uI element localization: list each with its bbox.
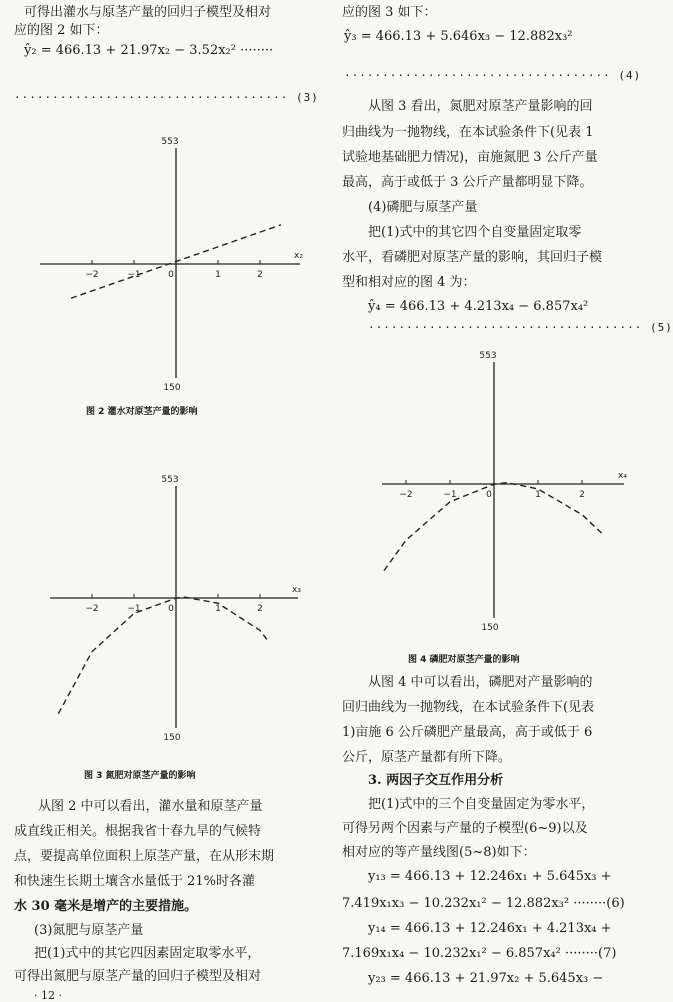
x-tick-label: 2 <box>579 490 585 500</box>
x-tick-label: 0 <box>486 490 492 500</box>
text-line: 把(1)式中的其它四因素固定取零水平， <box>34 946 261 961</box>
regression-curve <box>58 597 268 713</box>
x-tick-label: −2 <box>85 270 99 280</box>
section-heading: (4)磷肥与原茎产量 <box>368 200 478 215</box>
y-top-label: 553 <box>161 137 179 147</box>
x-tick-label: 1 <box>215 604 221 614</box>
x-axis-label: x₂ <box>294 251 303 261</box>
x-tick-label: 1 <box>535 490 541 500</box>
y-bottom-label: 150 <box>163 383 181 393</box>
figure-4-chart <box>342 350 632 640</box>
text-line: 从图 2 中可以看出，灌水量和原茎产量 <box>38 799 263 814</box>
text-line: 从图 3 看出，氮肥对原茎产量影响的回 <box>368 99 593 114</box>
y-top-label: 553 <box>479 351 497 361</box>
y-bottom-label: 150 <box>163 733 181 743</box>
text-line: 应的图 2 如下： <box>14 23 109 38</box>
text-line: 试验地基础肥力情况)，亩施氮肥 3 公斤产量 <box>342 150 598 165</box>
x-tick-label: 0 <box>168 270 174 280</box>
text-line: 型和相对应的图 4 为： <box>342 275 476 290</box>
text-line: 可得出灌水与原茎产量的回归子模型及相对 <box>24 5 272 20</box>
section-heading: (3)氮肥与原茎产量 <box>34 923 144 938</box>
text-line: 应的图 3 如下： <box>342 5 437 20</box>
equation-3: ŷ₂ = 466.13 + 21.97x₂ − 3.52x₂² ········ <box>24 43 274 58</box>
y-bottom-label: 150 <box>481 623 499 633</box>
equation-8a: y₂₃ = 466.13 + 21.97x₂ + 5.645x₃ − <box>368 971 604 986</box>
text-line: 回归曲线为一抛物线，在本试验条件下(见表 <box>342 700 595 715</box>
text-line: 从图 4 中可以看出，磷肥对产量影响的 <box>368 675 593 690</box>
text-line: 把(1)式中的三个自变量固定为零水平， <box>368 797 595 812</box>
equation-3-tag: ···································· (3) <box>14 91 319 104</box>
equation-4-tag: ··································· (4) <box>344 69 642 82</box>
x-axis-label: x₃ <box>292 585 301 595</box>
x-tick-label: 1 <box>215 270 221 280</box>
text-line: 水平，看磷肥对原茎产量的影响，其回归子模 <box>342 250 603 265</box>
figure-4-caption: 图 4 磷肥对原茎产量的影响 <box>408 655 520 665</box>
equation-4: ŷ₃ = 466.13 + 5.646x₃ − 12.882x₃² <box>344 29 573 44</box>
x-tick-label: 2 <box>257 270 263 280</box>
section-heading: 3. 两因子交互作用分析 <box>368 773 504 788</box>
x-tick-label: −1 <box>443 490 457 500</box>
x-tick-label: 0 <box>168 604 174 614</box>
x-tick-label: −1 <box>127 604 141 614</box>
page-number: · 12 · <box>34 989 62 1002</box>
y-top-label: 553 <box>161 475 179 485</box>
x-tick-label: 2 <box>257 604 263 614</box>
text-line: 可得出氮肥与原茎产量的回归子模型及相对 <box>14 969 262 984</box>
text-line: 归曲线为一抛物线，在本试验条件下(见表 1 <box>342 125 594 140</box>
x-tick-label: −2 <box>85 604 99 614</box>
equation-5-tag: ···································· (5) <box>368 321 673 334</box>
text-line: 相对应的等产量线图(5~8)如下： <box>342 845 536 860</box>
figure-3-caption: 图 3 氮肥对原茎产量的影响 <box>84 771 196 781</box>
x-axis-label: x₄ <box>618 471 627 481</box>
text-line: 水 30 毫米是增产的主要措施。 <box>14 899 198 914</box>
x-tick-label: −2 <box>399 490 413 500</box>
equation-6b: 7.419x₁x₃ − 10.232x₁² − 12.882x₃² ········(6) <box>342 896 625 911</box>
equation-6a: y₁₃ = 466.13 + 12.246x₁ + 5.645x₃ + <box>368 869 612 884</box>
figure-3-chart <box>10 456 330 756</box>
text-line: 1)亩施 6 公斤磷肥产量最高，高于或低于 6 <box>342 725 593 740</box>
text-line: 成直线正相关。根据我省十春九旱的气候特 <box>14 824 262 839</box>
text-line: 和快速生长期土壤含水量低于 21%时各灌 <box>14 874 256 889</box>
text-line: 最高，高于或低于 3 公斤产量都明显下降。 <box>342 175 593 190</box>
equation-7a: y₁₄ = 466.13 + 12.246x₁ + 4.213x₄ + <box>368 921 612 936</box>
equation-7b: 7.169x₁x₄ − 10.232x₁² − 6.857x₄² ········(7) <box>342 946 617 961</box>
figure-2-chart <box>10 128 330 396</box>
x-tick-label: −1 <box>127 270 141 280</box>
text-line: 可得另两个因素与产量的子模型(6~9)以及 <box>342 821 588 836</box>
text-line: 点，要提高单位面积上原茎产量，在从形末期 <box>14 849 275 864</box>
text-line: 公斤，原茎产量都有所下降。 <box>342 750 512 765</box>
equation-5: ŷ₄ = 466.13 + 4.213x₄ − 6.857x₄² <box>368 299 589 314</box>
text-line: 把(1)式中的其它四个自变量固定取零 <box>368 225 582 240</box>
figure-2-caption: 图 2 灌水对原茎产量的影响 <box>86 407 198 417</box>
